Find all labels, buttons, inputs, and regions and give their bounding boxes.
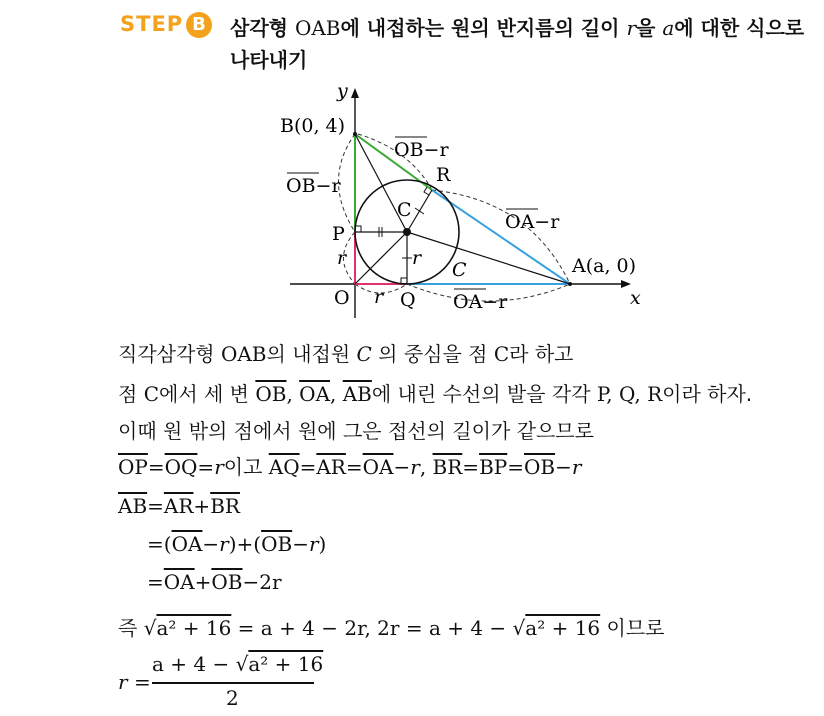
arc-ob-left [339, 134, 356, 232]
text: 이므로 [600, 616, 665, 640]
text: 이라 하자. [662, 382, 753, 406]
math-segment: $\overline{AB}$ [118, 494, 148, 518]
fraction-bar [152, 682, 314, 684]
math-segment: $\overline{OB}$ [211, 570, 243, 594]
label-oa-r-right: OA−r [505, 211, 560, 233]
math: , [286, 382, 300, 406]
text-line-1 [118, 338, 574, 367]
text: 에 내린 수선의 발을 각각 [371, 382, 597, 406]
text: 점 [118, 382, 144, 406]
step-badge: B [186, 12, 212, 38]
label-r-left: r [337, 247, 347, 269]
text-line-6: $=(\overline{OA}-r)+(\overline{OB}-r)$ [147, 532, 327, 556]
y-axis-label: y [337, 80, 348, 102]
label-ob-r-left: OB−r [286, 175, 341, 197]
text: 이때 원 밖의 점에서 원에 그은 접선의 길이가 같으므로 [118, 419, 594, 443]
math-segment: $\overline{OB}$ [261, 532, 293, 556]
math-segment: $\overline{OA}$ [299, 382, 331, 406]
math: C [356, 342, 372, 366]
point-b-dot [353, 132, 357, 136]
title-text: 에 내접하는 원의 반지름의 길이 [340, 16, 627, 40]
math-equals: = [134, 670, 151, 694]
text: 즉 [118, 616, 144, 640]
title-text: 삼각형 [230, 16, 295, 40]
label-r-bottom: r [374, 286, 384, 308]
label-r-inner: r [412, 247, 422, 269]
label-ob-r-top: OB−r [394, 139, 449, 161]
tick-cr [415, 208, 424, 214]
sqrt-radicand: a² + 16 [525, 616, 601, 640]
math: C [493, 342, 510, 366]
text-line-7: $=\overline{OA}+\overline{OB}-2r$ [147, 570, 282, 594]
text: 의 중심을 점 [371, 342, 494, 366]
text: 직각삼각형 [118, 342, 221, 366]
fraction-result [118, 652, 378, 712]
sqrt-sign: √ [143, 616, 157, 640]
math: a + 4 − [152, 652, 236, 676]
math-segment: $\overline{AQ}$ [268, 455, 300, 479]
math-segment: $\overline{BR}$ [432, 455, 463, 479]
math-segment: $\overline{OB}$ [523, 455, 556, 479]
math-segment: $\overline{BR}$ [210, 494, 240, 518]
math: P, Q, R [596, 382, 663, 406]
text-line-5: $\overline{AB}=\overline{AR}+\overline{BR}$ [118, 494, 240, 518]
text-line-3 [118, 415, 594, 444]
math-segment: $\overline{OA}$ [163, 570, 195, 594]
label-r: R [436, 164, 451, 186]
math: , [330, 382, 343, 406]
fraction-numerator [152, 652, 323, 676]
math-segment: $\overline{OQ}$ [164, 455, 198, 479]
sqrt-radicand: a² + 16 [156, 616, 232, 640]
math-segment: $\overline{AB}$ [342, 382, 372, 406]
math-segment: $\overline{BP}$ [479, 455, 508, 479]
text: 에서 세 변 [159, 382, 256, 406]
sqrt-sign: √ [235, 652, 249, 676]
x-axis-label: x [630, 287, 641, 309]
label-o: O [334, 287, 350, 309]
incircle-figure [0, 0, 824, 330]
math-segment: $\overline{OB}$ [255, 382, 287, 406]
math-segment: $\overline{OA}$ [171, 532, 203, 556]
math: r [214, 455, 224, 479]
math: −2r [242, 570, 282, 594]
text-line-4: $\overline{OP}=\overline{OQ}=r$이고 $\overline{AQ}=\overline{AR}=\overline{OA}-r$, $\overline{BR}=\overline{BP}=\overline{OB}-r$ [118, 455, 582, 479]
sqrt-radicand: a² + 16 [248, 652, 324, 676]
math: OAB [220, 342, 267, 366]
math-segment: $\overline{OP}$ [118, 455, 148, 479]
line-ca [407, 232, 570, 284]
text-line-2 [118, 378, 752, 407]
title-text: 에 대한 식으로 [674, 16, 805, 40]
point-a-dot [568, 282, 572, 286]
title-var-a: a [662, 16, 675, 40]
label-center-c: C [397, 199, 412, 221]
title-oab: OAB [294, 16, 341, 40]
step-label: STEP [120, 12, 184, 36]
fraction-denominator: 2 [226, 686, 239, 710]
math: r [118, 670, 128, 694]
title-var-r: r [626, 16, 637, 40]
sqrt-sign: √ [512, 616, 526, 640]
math-segment: $\overline{AR}$ [316, 455, 346, 479]
text: 의 내접원 [266, 342, 357, 366]
label-p: P [332, 223, 345, 245]
y-axis-arrow [351, 88, 359, 98]
math-segment: $\overline{AR}$ [163, 494, 194, 518]
math: = a + 4 − 2r, 2r = a + 4 − [231, 616, 513, 640]
text-line-8 [118, 612, 665, 641]
label-b: B(0, 4) [280, 115, 346, 137]
text: 이고 [223, 455, 269, 479]
math: C [143, 382, 159, 406]
label-q: Q [400, 289, 416, 311]
label-a: A(a, 0) [572, 255, 637, 277]
title-line2: 나타내기 [230, 48, 308, 72]
label-oa-r-bottom: OA−r [453, 291, 508, 313]
label-circle-c: C [452, 259, 467, 281]
center-dot [403, 228, 411, 236]
text: 라 하고 [509, 342, 574, 366]
title-text: 을 [636, 16, 663, 40]
math-segment: $\overline{OA}$ [362, 455, 394, 479]
